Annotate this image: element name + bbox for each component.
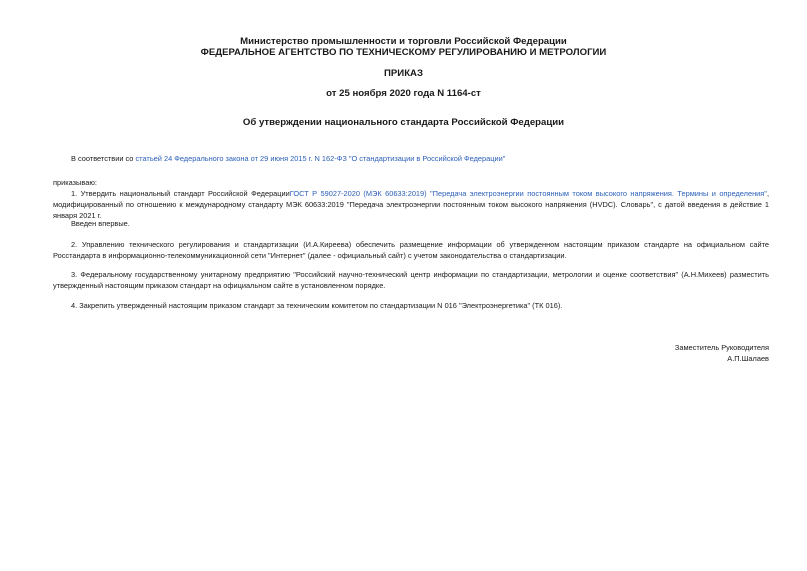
signatory-name: А.П.Шалаев: [727, 354, 769, 363]
date-and-number: от 25 ноября 2020 года N 1164-ст: [326, 88, 481, 99]
law-link[interactable]: статьей 24 Федерального закона от 29 июня 2015 г. N 162-ФЗ "О стандартизации в Российской Федерации": [135, 154, 506, 163]
ministry-title: Министерство промышленности и торговли Российской Федерации: [240, 36, 567, 47]
introduced-note: Введен впервые.: [71, 219, 130, 228]
item-1-suffix: , модифицированный по отношению к международному стандарту МЭК 60633:2019 "Передача электроэнергии постоянным током высокого напряжения (HVDC). Словарь", с датой введения в действие 1 января 2021 г.: [53, 189, 769, 220]
item-2-paragraph: 2. Управлению технического регулирования и стандартизации (И.А.Киреева) обеспечить размещение информации об утвержденном настоящим приказом стандарте на официальном сайте Росстандарта в информационно-телекоммуникационной сети "Интернет" (далее - официальный сайт) с учетом законодательства о стандартизации.: [53, 240, 769, 260]
preamble-prefix: В соответствии со: [71, 154, 136, 163]
item-1-paragraph: [53, 188, 769, 221]
agency-title: ФЕДЕРАЛЬНОЕ АГЕНТСТВО ПО ТЕХНИЧЕСКОМУ РЕГУЛИРОВАНИЮ И МЕТРОЛОГИИ: [200, 47, 607, 58]
document-type: ПРИКАЗ: [384, 68, 423, 79]
preamble-paragraph: [71, 153, 769, 164]
item-1-prefix: 1. Утвердить национальный стандарт Российской Федерации: [71, 189, 290, 198]
document-subject: Об утверждении национального стандарта Российской Федерации: [242, 117, 565, 128]
item-4-paragraph: 4. Закрепить утвержденный настоящим приказом стандарт за техническим комитетом по стандартизации N 016 "Электроэнергетика" (ТК 016).: [71, 301, 563, 310]
signatory-position: Заместитель Руководителя: [674, 343, 769, 352]
gost-link[interactable]: ГОСТ Р 59027-2020 (МЭК 60633:2019): [289, 189, 427, 198]
standard-title-link[interactable]: "Передача электроэнергии постоянным током высокого напряжения. Термины и определения": [430, 189, 767, 198]
order-word: приказываю:: [53, 178, 97, 187]
item-3-paragraph: 3. Федеральному государственному унитарному предприятию "Российский научно-технический центр информации по стандартизации, метрологии и оценке соответствия" (А.Н.Михеев) разместить утвержденный настоящим приказом стандарт на официальном сайте в установленном порядке.: [53, 270, 769, 290]
